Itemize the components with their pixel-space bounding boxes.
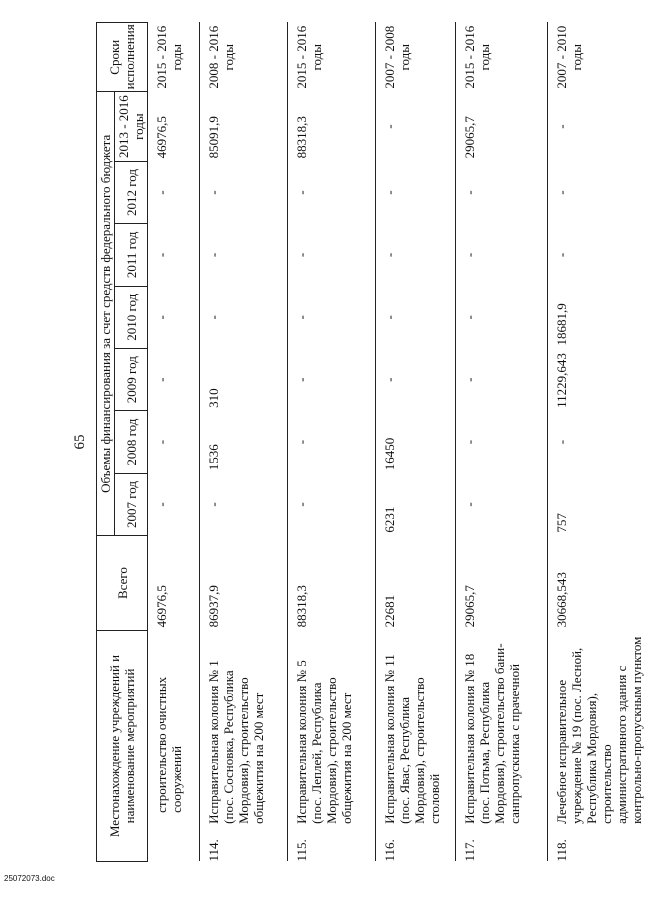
row-year-value: -	[206, 190, 221, 195]
row-name: Исправительная колония № 1 (пос. Сосновка, Республика Мордовия), строительство общежития на 200 мест	[206, 660, 266, 824]
table-row	[548, 23, 656, 862]
row-year-value: -	[554, 439, 569, 445]
row-year-value: -	[382, 190, 397, 195]
row-year-value: -	[554, 252, 569, 258]
header-location: Местонахождение учреждений и наименование мероприятий	[97, 630, 148, 861]
financing-table	[96, 22, 656, 862]
row-name: строительство очистных сооружений	[154, 676, 184, 813]
row-year-value: 88318,3	[294, 116, 309, 159]
row-name: Лечебное исправительное учреждение № 19 (пос. Лесной, Республика Мордовия), строительство административного здания с контрольно-пропускным пунктом	[554, 636, 644, 824]
row-year-value: -	[154, 502, 169, 507]
row-year-value: 29065,7	[462, 116, 477, 159]
header-year: 2009 год	[115, 348, 148, 410]
row-year-value: -	[154, 315, 169, 320]
rotated-content	[58, 22, 644, 862]
row-number: 118.	[554, 839, 569, 862]
page-number: 65	[72, 434, 88, 450]
row-year-value: 46976,5	[154, 116, 169, 159]
row-name: Исправительная колония № 5 (пос. Леплей, Республика Мордовия), строительство общежития на 200 мест	[294, 660, 354, 824]
row-year-value: -	[382, 252, 397, 258]
row-year-value: -	[554, 124, 569, 129]
row-year-value: -	[462, 502, 477, 507]
row-year-value: 6231	[382, 506, 397, 533]
row-year-value: -	[294, 377, 309, 382]
table-row	[288, 23, 376, 862]
header-year: 2012 год	[115, 161, 148, 223]
row-total: 30668,543	[554, 572, 569, 628]
row-total: 29065,7	[462, 585, 477, 628]
row-total: 46976,5	[154, 585, 169, 628]
header-terms: Сроки исполнения	[97, 23, 148, 92]
row-year-value: -	[382, 315, 397, 320]
row-term: 2015 - 2016 годы	[294, 25, 324, 89]
row-year-value: -	[154, 377, 169, 382]
row-year-value: -	[294, 315, 309, 320]
row-year-value: -	[294, 252, 309, 258]
row-year-value: -	[462, 315, 477, 320]
row-term: 2007 - 2008 годы	[382, 25, 412, 89]
table-row	[200, 23, 288, 862]
row-term: 2007 - 2010 годы	[554, 25, 584, 89]
row-year-value: -	[462, 190, 477, 195]
header-year: 2010 год	[115, 286, 148, 348]
row-year-value: -	[382, 377, 397, 382]
row-total: 86937,9	[206, 585, 221, 628]
row-term: 2015 - 2016 годы	[462, 25, 492, 89]
row-year-value: -	[154, 252, 169, 258]
row-year-value: -	[154, 439, 169, 445]
row-name: Исправительная колония № 18 (пос. Потьма, Республика Мордовия), строительство бани-санпропускника с прачечной	[462, 643, 522, 824]
table-row	[148, 23, 200, 862]
footer-doc-code: 25072073.doc	[4, 874, 55, 883]
header-year: 2007 год	[115, 473, 148, 535]
row-year-value: -	[462, 377, 477, 382]
row-number: 115.	[294, 839, 309, 862]
row-name: Исправительная колония № 11 (пос. Явас, Республика Мордовия), строительство столовой	[382, 654, 442, 824]
header-year: 2008 год	[115, 411, 148, 473]
row-number: 117.	[462, 839, 477, 862]
row-year-value: -	[294, 439, 309, 445]
row-year-value: 1536	[206, 444, 221, 471]
row-number: 116.	[382, 839, 397, 862]
row-year-value: -	[462, 439, 477, 445]
row-year-value: 85091,9	[206, 116, 221, 159]
row-year-value: 18681,9	[554, 303, 569, 346]
row-total: 88318,3	[294, 585, 309, 628]
row-year-value: -	[294, 190, 309, 195]
header-financing-group: Объемы финансирования за счет средств федерального бюджета	[97, 92, 115, 536]
row-year-value: -	[154, 190, 169, 195]
row-term: 2008 - 2016 годы	[206, 25, 236, 89]
row-year-value: 11229,643	[554, 353, 569, 408]
row-number	[148, 827, 200, 862]
header-year: 2013 - 2016 годы	[115, 92, 148, 161]
row-year-value: -	[206, 315, 221, 320]
row-year-value: -	[462, 252, 477, 258]
row-year-value: -	[382, 124, 397, 129]
table-row	[456, 23, 548, 862]
row-year-value: -	[294, 502, 309, 507]
row-year-value: -	[206, 502, 221, 507]
row-total: 22681	[382, 594, 397, 628]
row-year-value: -	[206, 252, 221, 258]
row-term: 2015 - 2016 годы	[154, 25, 184, 89]
header-total: Всего	[97, 536, 148, 631]
row-number: 114.	[206, 839, 221, 862]
header-year: 2011 год	[115, 224, 148, 286]
row-year-value: 757	[554, 513, 569, 533]
row-year-value: 310	[206, 388, 221, 408]
row-year-value: 16450	[382, 437, 397, 471]
table-row	[376, 23, 456, 862]
row-year-value: -	[554, 190, 569, 195]
